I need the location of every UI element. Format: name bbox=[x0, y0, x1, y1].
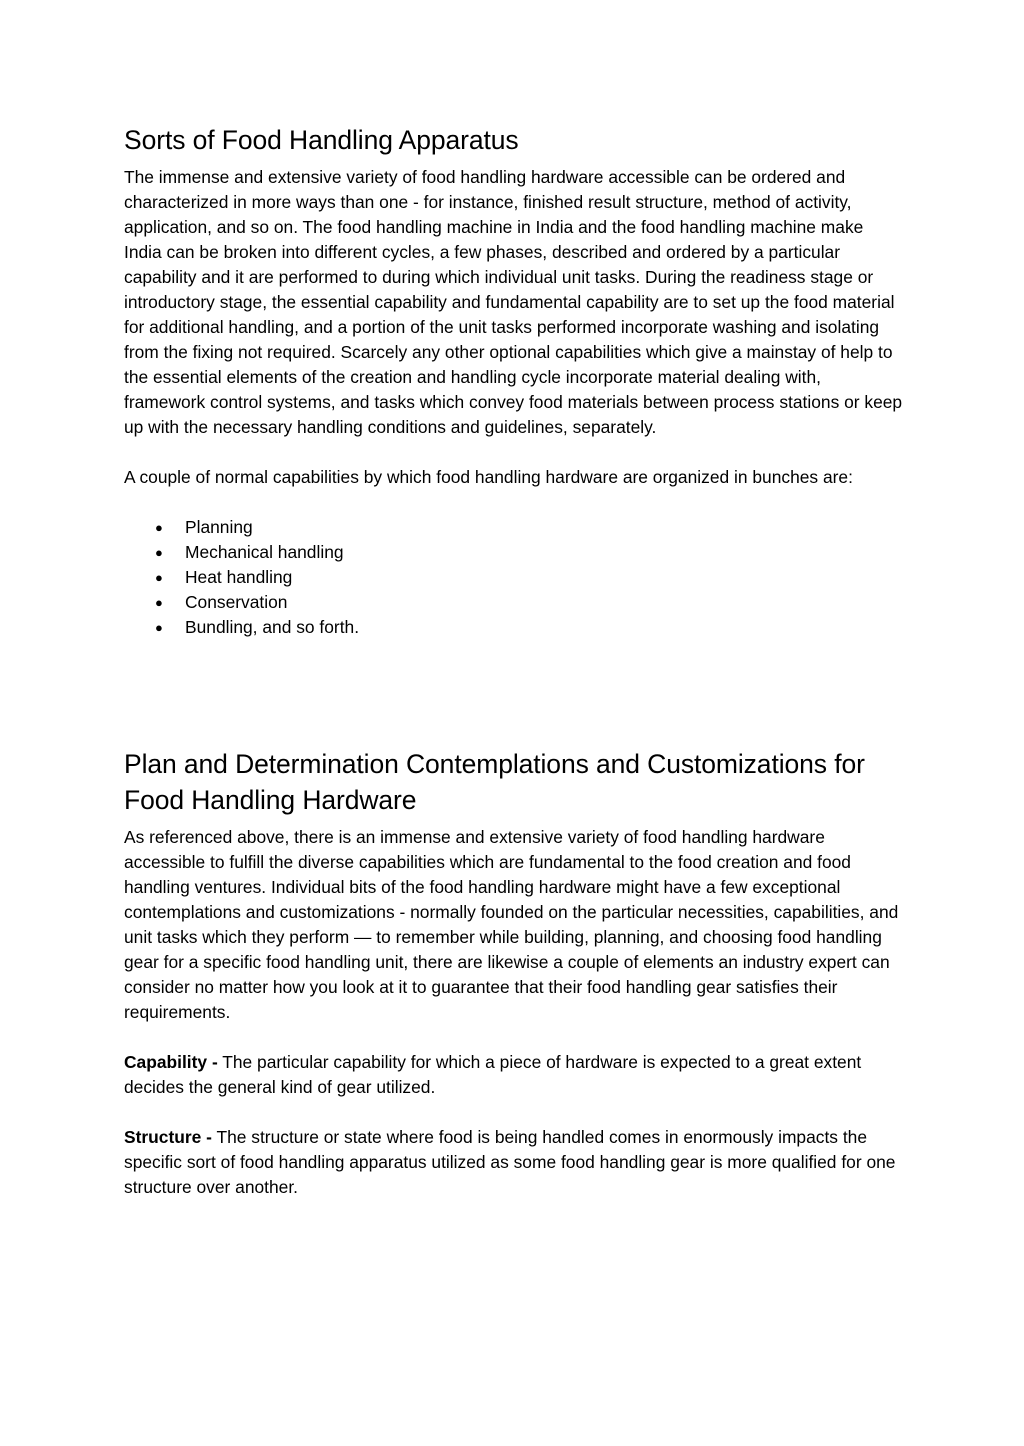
section-heading-plan-determination: Plan and Determination Contemplations and Customizations for Food Handling Hardware bbox=[124, 748, 865, 815]
list-item bbox=[124, 615, 904, 640]
bullet-icon: ● bbox=[155, 519, 163, 535]
structure-paragraph bbox=[124, 1125, 904, 1200]
structure-label: Structure - bbox=[124, 1126, 212, 1147]
paragraph-spacer bbox=[124, 490, 904, 515]
paragraph-spacer bbox=[124, 1025, 904, 1050]
list-item bbox=[124, 540, 904, 565]
structure-text: The structure or state where food is being handled comes in enormously impacts the specific sort of food handling apparatus utilized as some food handling gear is more qualified for one structure over another. bbox=[124, 1126, 896, 1197]
bullet-icon: ● bbox=[155, 569, 163, 585]
list-item-text: Planning bbox=[185, 516, 253, 537]
list-item bbox=[124, 590, 904, 615]
capability-text: The particular capability for which a piece of hardware is expected to a great extent decides the general kind of gear utilized. bbox=[124, 1051, 862, 1097]
bullet-icon: ● bbox=[155, 544, 163, 560]
paragraph-spacer bbox=[124, 1100, 904, 1125]
list-item-text: Mechanical handling bbox=[185, 541, 344, 562]
document-page bbox=[124, 122, 904, 1200]
paragraph-spacer bbox=[124, 440, 904, 465]
list-item bbox=[124, 515, 904, 540]
list-item-text: Conservation bbox=[185, 591, 288, 612]
list-item-text: Heat handling bbox=[185, 566, 293, 587]
bullet-icon: ● bbox=[155, 619, 163, 635]
body-paragraph: A couple of normal capabilities by which food handling hardware are organized in bunches are: bbox=[124, 466, 853, 487]
capability-label: Capability - bbox=[124, 1051, 218, 1072]
section-heading-food-handling-apparatus: Sorts of Food Handling Apparatus bbox=[124, 125, 519, 155]
capability-paragraph bbox=[124, 1050, 904, 1100]
capabilities-list bbox=[124, 515, 904, 640]
body-paragraph: The immense and extensive variety of food handling hardware accessible can be ordered and characterized in more ways than one - for instance, finished result structure, method of activity, application, and so on. The food handling machine in India and the food handling machine make India can be broken into different cycles, a few phases, described and ordered by a particular capability and it are performed to during which individual unit tasks. During the readiness stage or introductory stage, the essential capability and fundamental capability are to set up the food material for additional handling, and a portion of the unit tasks performed incorporate washing and isolating from the fixing not required. Scarcely any other optional capabilities which give a mainstay of help to the essential elements of the creation and handling cycle incorporate material dealing with, framework control systems, and tasks which convey food materials between process stations or keep up with the necessary handling conditions and guidelines, separately. bbox=[124, 166, 903, 437]
body-paragraph: As referenced above, there is an immense and extensive variety of food handling hardware accessible to fulfill the diverse capabilities which are fundamental to the food creation and food handling ventures. Individual bits of the food handling hardware might have a few exceptional contemplations and customizations - normally founded on the particular necessities, capabilities, and unit tasks which they perform — to remember while building, planning, and choosing food handling gear for a specific food handling unit, there are likewise a couple of elements an industry expert can consider no matter how you look at it to guarantee that their food handling gear satisfies their requirements. bbox=[124, 826, 899, 1022]
list-item bbox=[124, 565, 904, 590]
bullet-icon: ● bbox=[155, 594, 163, 610]
section-plan-determination bbox=[124, 746, 904, 1200]
list-item-text: Bundling, and so forth. bbox=[185, 616, 360, 637]
